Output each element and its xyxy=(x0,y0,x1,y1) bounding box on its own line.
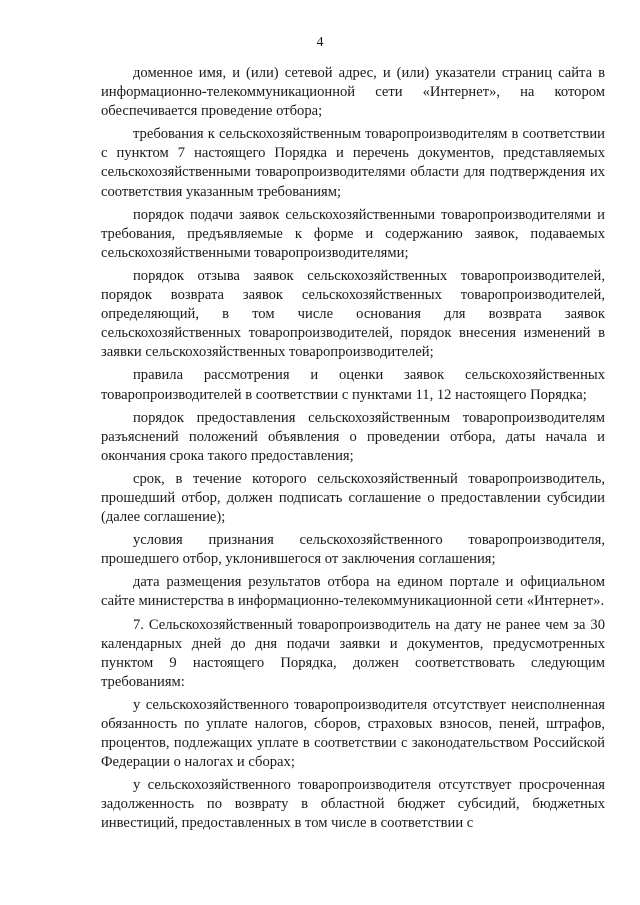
paragraph-results-publication: дата размещения результатов отбора на едином портале и официальном сайте министерства в информационно-телекоммуникационной сети «Интернет». xyxy=(101,574,605,610)
paragraph-signing-term: срок, в течение которого сельскохозяйственный товаропроизводитель, прошедший отбор, должен подписать соглашение о предоставлении субсидии (далее соглашение); xyxy=(101,470,605,526)
page-number: 4 xyxy=(316,35,324,50)
paragraph-section-7: 7. Сельскохозяйственный товаропроизводитель на дату не ранее чем за 30 календарных дней до дня подачи заявки и документов, предусмотренных пунктом 9 настоящего Порядка, должен соответствовать следующим требованиям: xyxy=(101,616,605,690)
paragraph-domain-name: доменное имя, и (или) сетевой адрес, и (или) указатели страниц сайта в информационно-телекоммуникационной сети «Интернет», на котором обеспечивается проведение отбора; xyxy=(101,65,605,120)
paragraph-review-rules: правила рассмотрения и оценки заявок сельскохозяйственных товаропроизводителей в соответствии с пунктами 11, 12 настоящего Порядка; xyxy=(101,367,605,403)
document-body xyxy=(101,64,605,838)
paragraph-evasion-conditions: условия признания сельскохозяйственного товаропроизводителя, прошедшего отбор, уклонившегося от заключения соглашения; xyxy=(101,532,605,568)
paragraph-application-procedure: порядок подачи заявок сельскохозяйственными товаропроизводителями и требования, предъявляемые к форме и содержанию заявок, подаваемых сельскохозяйственными товаропроизводителями; xyxy=(101,206,605,261)
paragraph-withdrawal-procedure: порядок отзыва заявок сельскохозяйственных товаропроизводителей, порядок возврата заявок сельскохозяйственных товаропроизводителей, определяющий, в том числе основания для возврата заявок сельскохозяйственных товаропроизводителей, порядок внесения изменений в заявки сельскохозяйственных товаропроизводителей; xyxy=(101,267,605,361)
paragraph-no-tax-debt: у сельскохозяйственного товаропроизводителя отсутствует неисполненная обязанность по уплате налогов, сборов, страховых взносов, пеней, штрафов, процентов, подлежащих уплате в соответствии с законодательством Российской Федерации о налогах и сборах; xyxy=(101,696,605,771)
paragraph-no-overdue-debt: у сельскохозяйственного товаропроизводителя отсутствует просроченная задолженность по возврату в областной бюджет субсидий, бюджетных инвестиций, предоставленных в том числе в соответствии с xyxy=(101,777,605,832)
paragraph-requirements: требования к сельскохозяйственным товаропроизводителям в соответствии с пунктом 7 настоящего Порядка и перечень документов, представляемых сельскохозяйственными товаропроизводителями области для подтверждения их соответствия указанным требованиям; xyxy=(101,126,605,200)
paragraph-clarifications: порядок предоставления сельскохозяйственным товаропроизводителям разъяснений положений объявления о проведении отбора, даты начала и окончания срока такого предоставления; xyxy=(101,409,605,464)
